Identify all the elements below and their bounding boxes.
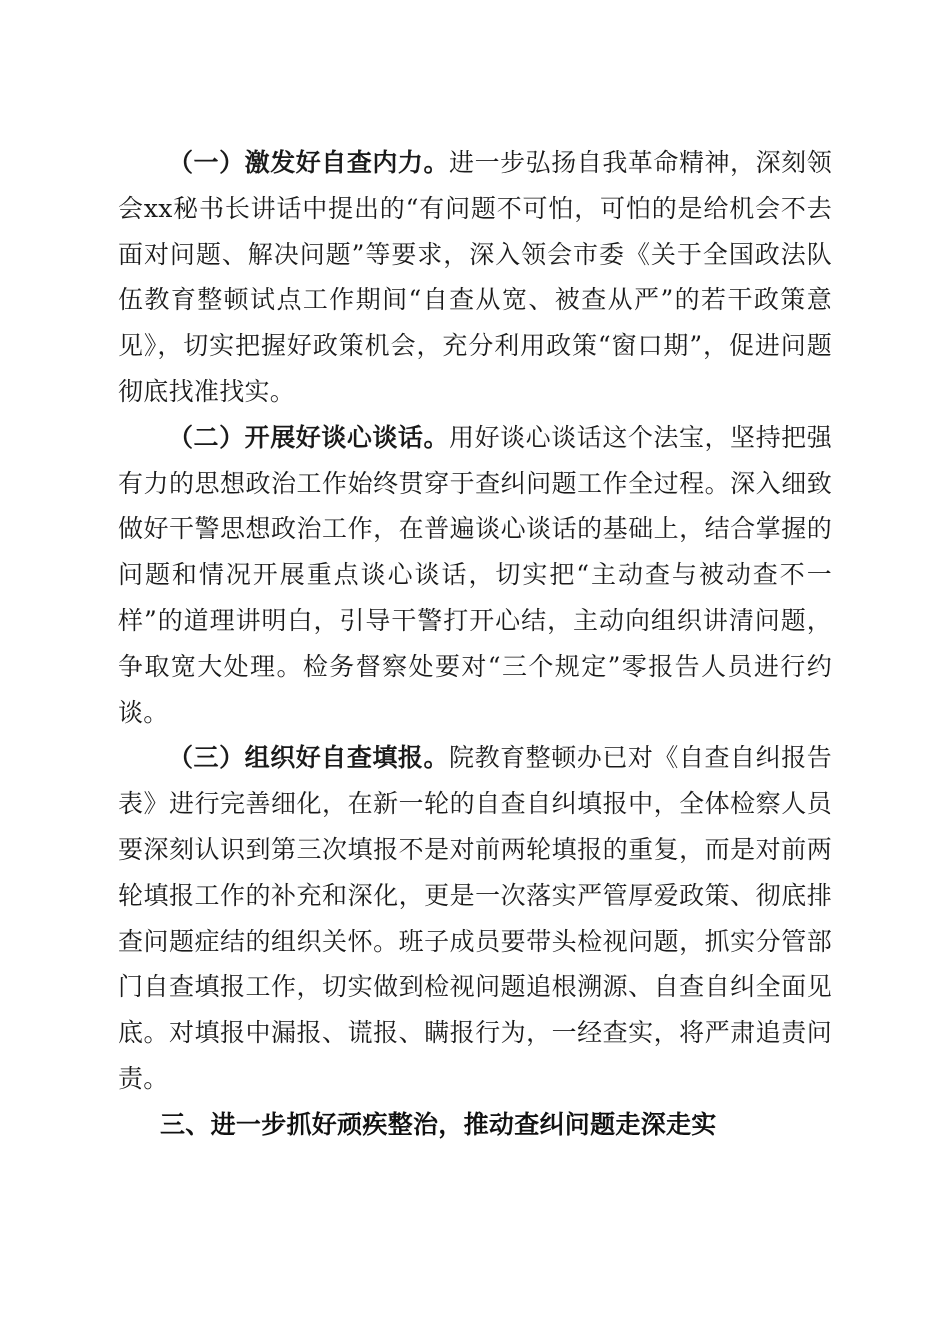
paragraph-2-body: 用好谈心谈话这个法宝，坚持把强有力的思想政治工作始终贯穿于查纠问题工作全过程。深入细致做好干警思想政治工作，在普遍谈心谈话的基础上，结合掌握的问题和情况开展重点谈心谈话，切实把“主动查与被动查不一样”的道理讲明白，引导干警打开心结，主动向组织讲清问题，争取宽大处理。检务督察处要对“三个规定”零报告人员进行约谈。 [118,422,832,727]
paragraph-2 [118,415,832,736]
paragraph-1-lead: （一）激发好自查内力。 [168,148,450,177]
section-heading: 三、进一步抓好顽疾整治，推动查纠问题走深走实 [160,1109,717,1139]
paragraph-1 [118,140,832,415]
paragraph-1-body: 进一步弘扬自我革命精神，深刻领会xx秘书长讲话中提出的“有问题不可怕，可怕的是给机会不去面对问题、解决问题”等要求，深入领会市委《关于全国政法队伍教育整顿试点工作期间“自查从宽、被查从严”的若干政策意见》，切实把握好政策机会，充分利用政策“窗口期”，促进问题彻底找准找实。 [118,148,832,406]
paragraph-3 [118,735,832,1101]
document-body [118,140,832,1148]
paragraph-3-lead: （三）组织好自查填报。 [168,743,450,773]
paragraph-3-body: 院教育整顿办已对《自查自纠报告表》进行完善细化，在新一轮的自查自纠填报中，全体检察人员要深刻认识到第三次填报不是对前两轮填报的重复，而是对前两轮填报工作的补充和深化，更是一次落实严管厚爱政策、彻底排查问题症结的组织关怀。班子成员要带头检视问题，抓实分管部门自查填报工作，切实做到检视问题追根溯源、自查自纠全面见底。对填报中漏报、谎报、瞒报行为，一经查实，将严肃追责问责。 [118,743,832,1093]
paragraph-2-lead: （二）开展好谈心谈话。 [168,422,450,452]
